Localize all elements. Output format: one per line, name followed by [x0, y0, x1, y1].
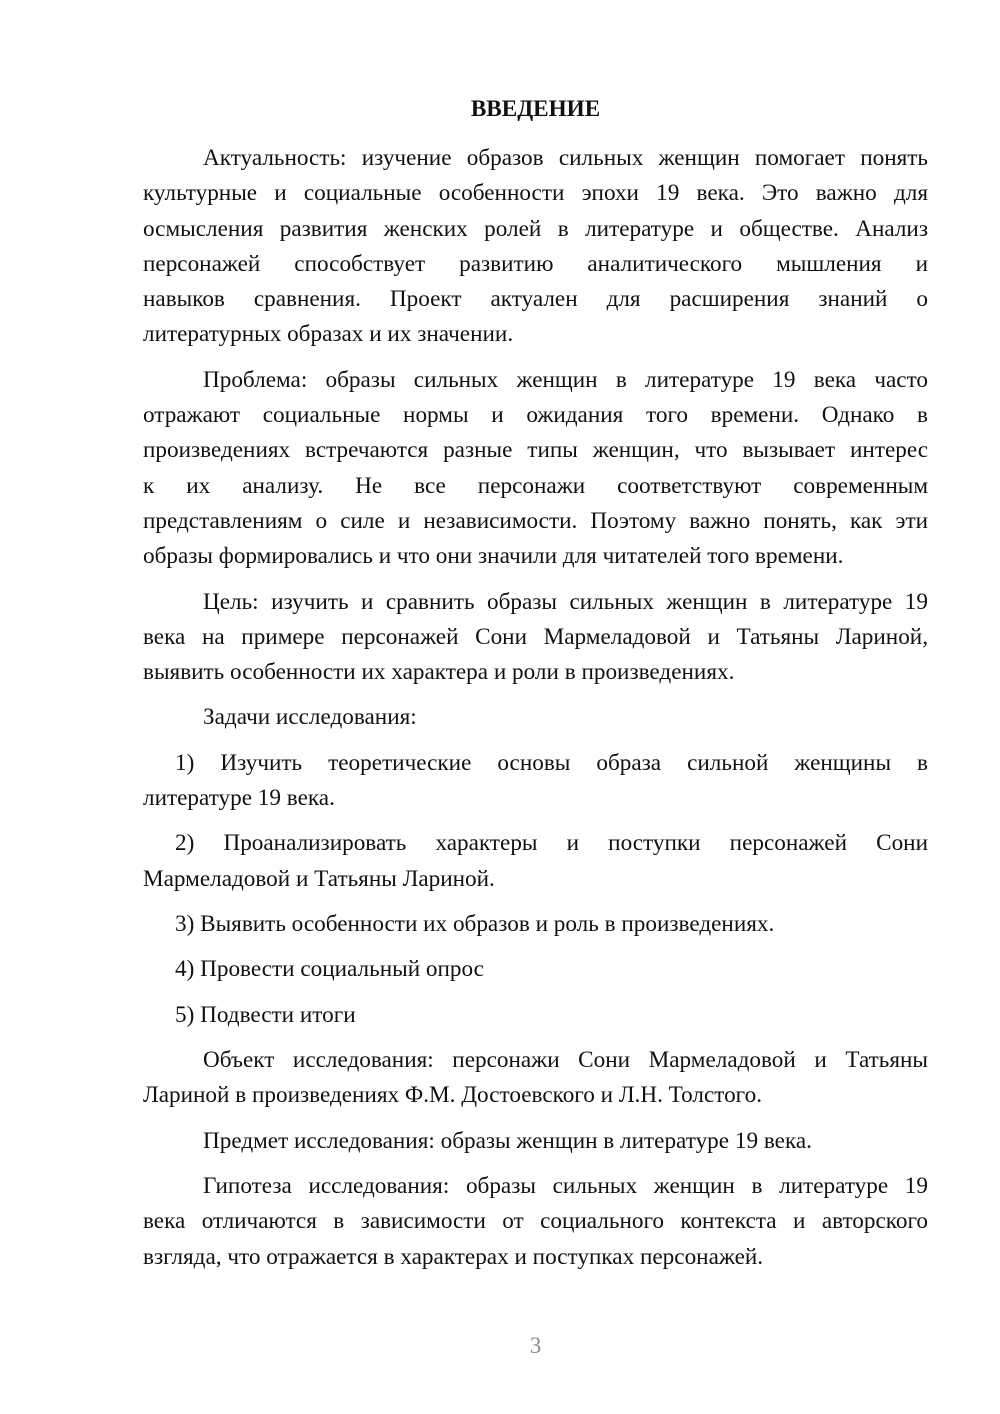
paragraph-line: Предмет исследования: образы женщин в литературе 19 века. [203, 1127, 812, 1154]
page-title: ВВЕДЕНИЕ [470, 96, 601, 122]
paragraph-line: Объект исследования: персонажи Сони Мармеладовой и Татьяны [203, 1047, 928, 1074]
paragraph-line: 2) Проанализировать характеры и поступки персонажей Сони [175, 830, 928, 857]
paragraph-line: 3) Выявить особенности их образов и роль в произведениях. [175, 911, 775, 938]
paragraph-line: Актуальность: изучение образов сильных женщин помогает понять [203, 144, 928, 171]
paragraph-line: культурные и социальные особенности эпохи 19 века. Это важно для [143, 180, 928, 207]
paragraph-line: Цель: изучить и сравнить образы сильных женщин в литературе 19 [203, 588, 928, 615]
hypothesis-paragraph [143, 1169, 928, 1275]
paragraph-line: осмысления развития женских ролей в литературе и обществе. Анализ [143, 215, 928, 242]
paragraph-line: 1) Изучить теоретические основы образа сильной женщины в [175, 749, 928, 776]
task-item [143, 907, 928, 942]
problem-paragraph [143, 363, 928, 575]
paragraph-line: к их анализу. Не все персонажи соответствуют современным [143, 472, 928, 499]
task-item [143, 746, 928, 817]
object-paragraph [143, 1043, 928, 1114]
subject-paragraph [143, 1124, 928, 1159]
paragraph-line: Проблема: образы сильных женщин в литературе 19 века часто [203, 366, 928, 393]
paragraph-line: литературных образах и их значении. [143, 321, 514, 348]
paragraph-line: навыков сравнения. Проект актуален для расширения знаний о [143, 286, 928, 313]
paragraph-line: Лариной в произведениях Ф.М. Достоевского и Л.Н. Толстого. [143, 1082, 762, 1109]
paragraph-line: представлениям о силе и независимости. Поэтому важно понять, как эти [143, 507, 928, 534]
paragraph-line: литературе 19 века. [143, 785, 335, 812]
tasks-heading [143, 700, 928, 735]
paragraph-line: Гипотеза исследования: образы сильных женщин в литературе 19 [203, 1173, 928, 1200]
paragraph-line: образы формировались и что они значили для читателей того времени. [143, 543, 844, 570]
paragraph-line: Мармеладовой и Татьяны Лариной. [143, 865, 495, 892]
goal-paragraph [143, 585, 928, 691]
page-body [143, 92, 928, 1285]
paragraph-line: века отличаются в зависимости от социального контекста и авторского [143, 1208, 928, 1235]
paragraph-line: Задачи исследования: [203, 704, 417, 731]
page-number: 3 [529, 1333, 542, 1359]
paragraph-line: 5) Подвести итоги [175, 1001, 356, 1028]
paragraph-line: персонажей способствует развитию аналитического мышления и [143, 250, 928, 277]
task-item [143, 952, 928, 987]
paragraph-line: века на примере персонажей Сони Мармеладовой и Татьяны Лариной, [143, 623, 928, 650]
relevance-paragraph [143, 141, 928, 353]
task-item [143, 826, 928, 897]
paragraph-line: 4) Провести социальный опрос [175, 956, 484, 983]
paragraph-line: выявить особенности их характера и роли в произведениях. [143, 659, 735, 686]
paragraph-line: произведениях встречаются разные типы женщин, что вызывает интерес [143, 437, 928, 464]
paragraph-line: взгляда, что отражается в характерах и поступках персонажей. [143, 1243, 764, 1270]
paragraph-line: отражают социальные нормы и ожидания того времени. Однако в [143, 402, 928, 429]
task-item [143, 998, 928, 1033]
